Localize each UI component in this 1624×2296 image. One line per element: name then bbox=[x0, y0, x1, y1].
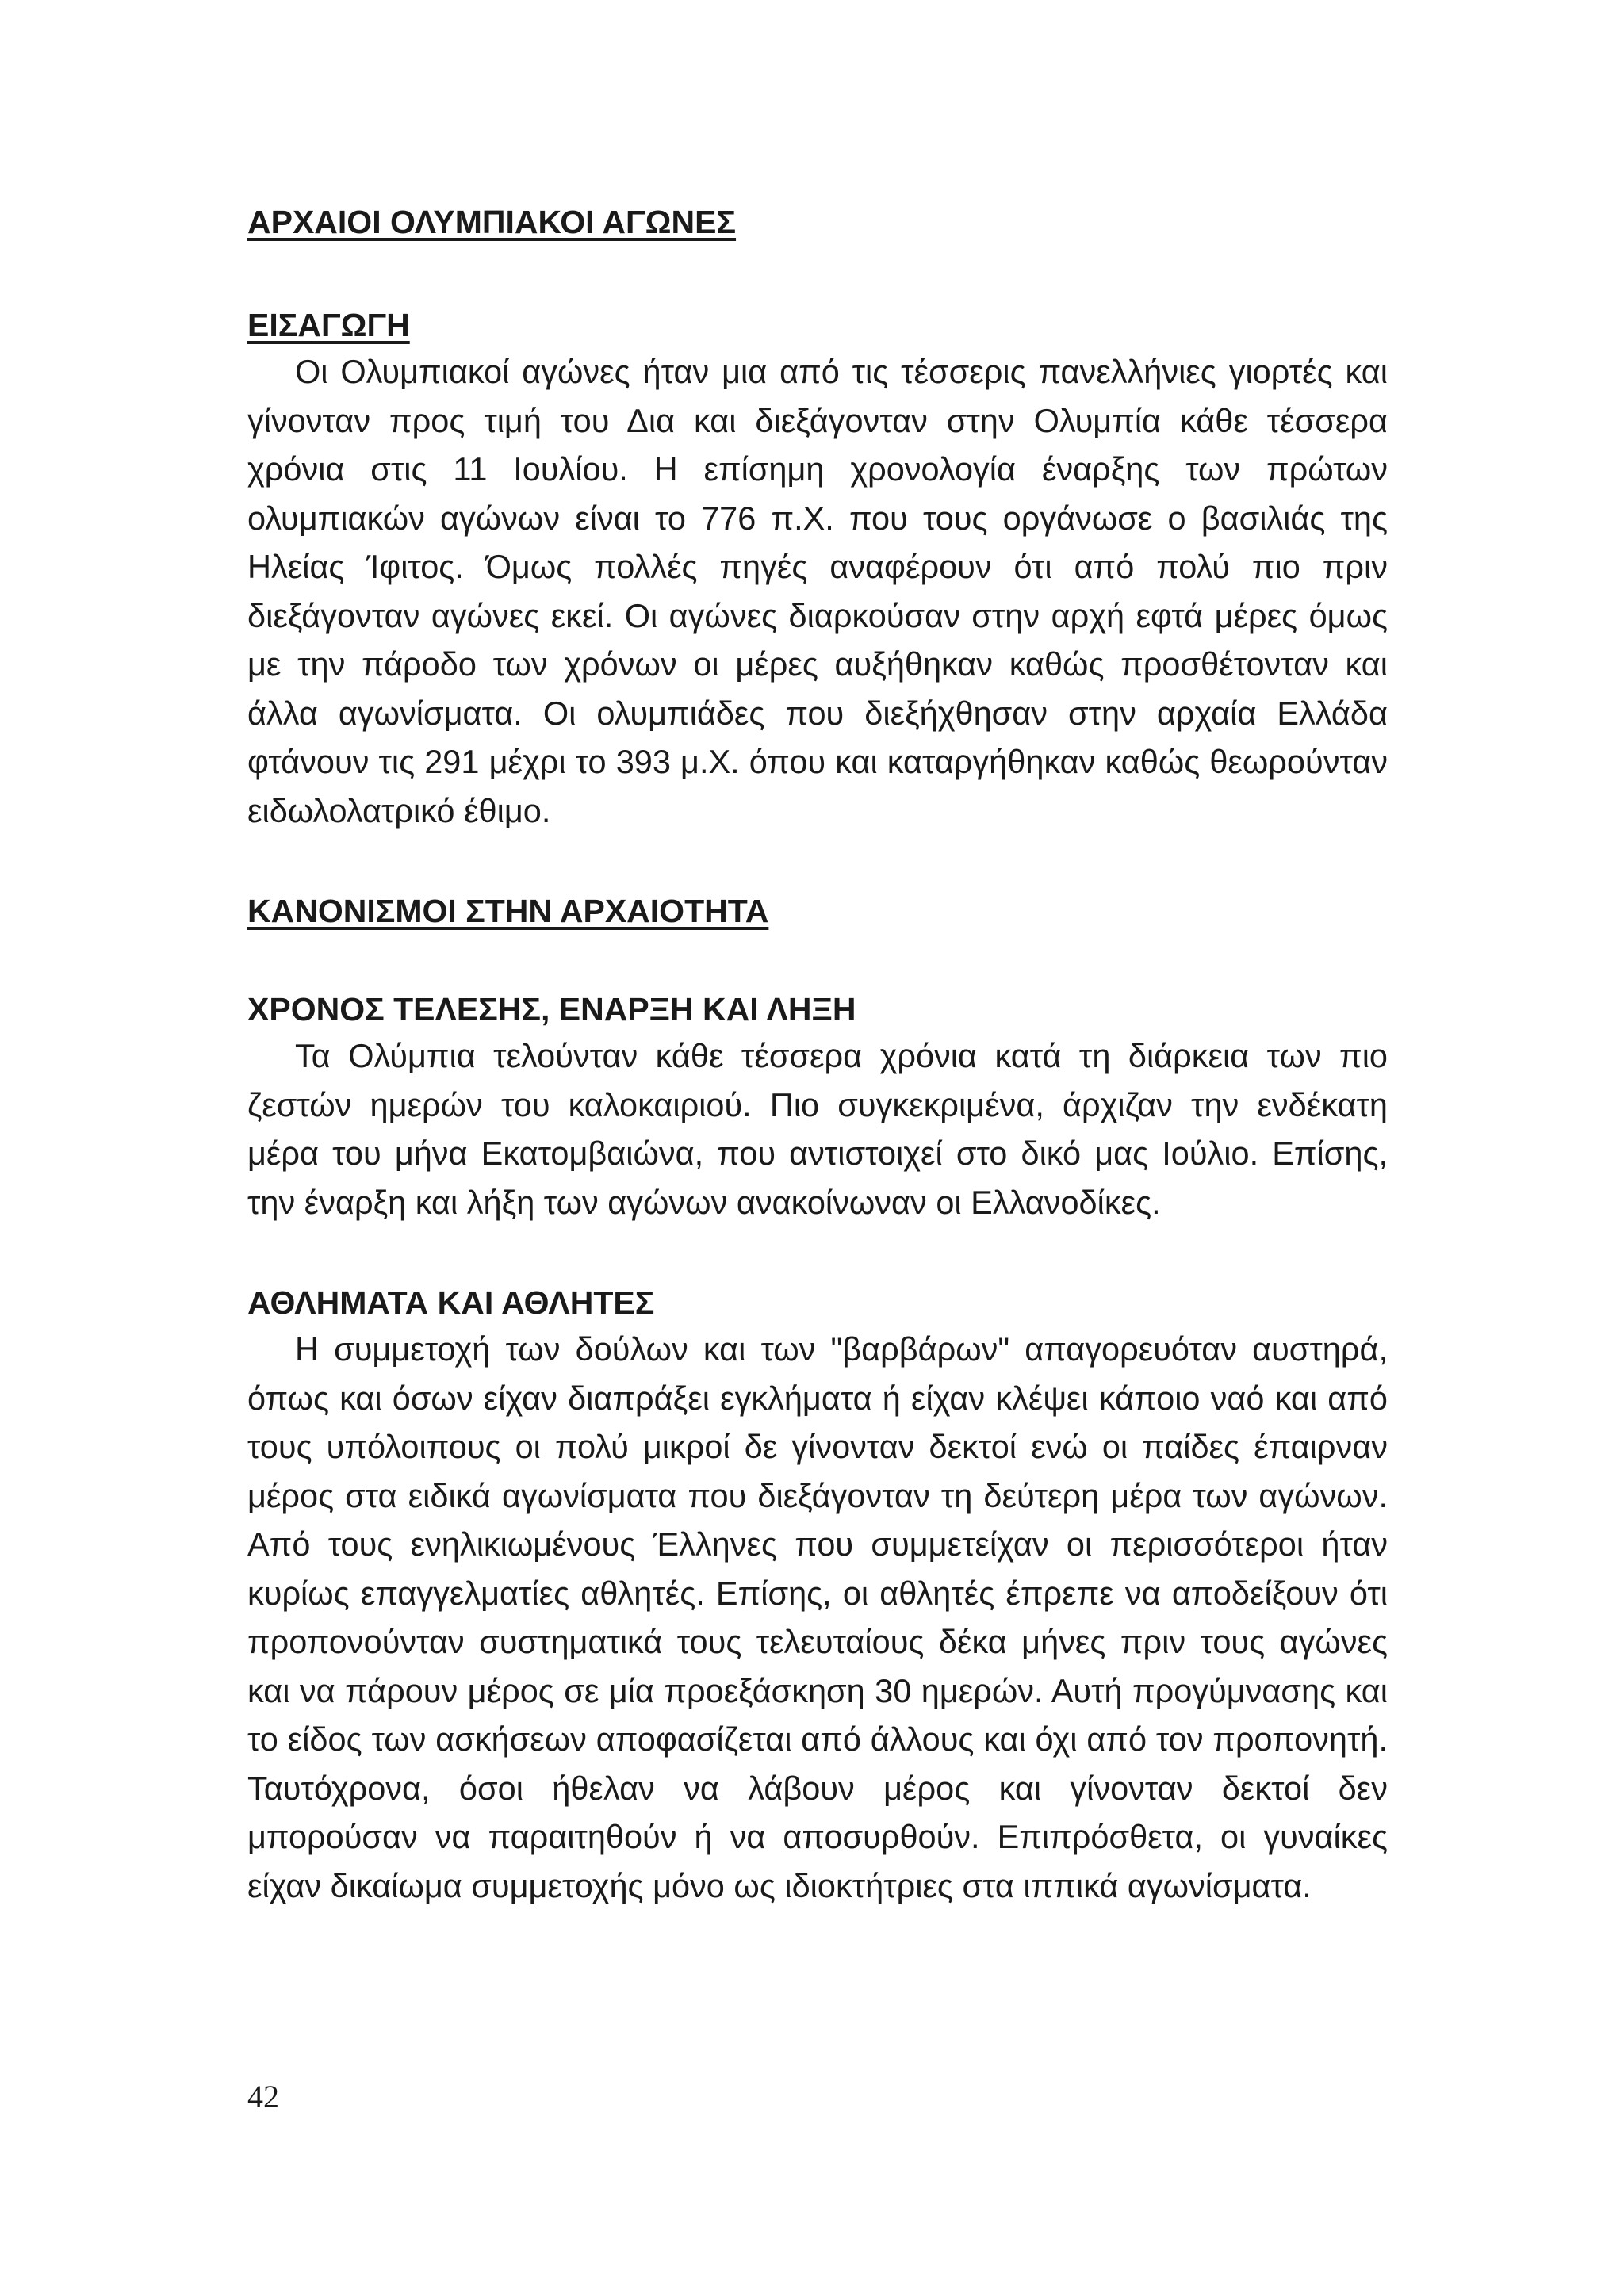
intro-paragraph: Οι Ολυμπιακοί αγώνες ήταν μια από τις τέσσερις πανελλήνιες γιορτές και γίνονταν προς τιμή του Δια και διεξάγονταν στην Ολυμπία κάθε τέσσερα χρόνια στις 11 Ιουλίου. Η επίσημη χρονολογία έναρξης των πρώτων ολυμπιακών αγώνων είναι το 776 π.Χ. που τους οργάνωσε ο βασιλιάς της Ηλείας Ίφιτος. Όμως πολλές πηγές αναφέρουν ότι από πολύ πιο πριν διεξάγονταν αγώνες εκεί. Οι αγώνες διαρκούσαν στην αρχή εφτά μέρες όμως με την πάροδο των χρόνων οι μέρες αυξήθηκαν καθώς προσθέτονταν και άλλα αγωνίσματα. Οι ολυμπιάδες που διεξήχθησαν στην αρχαία Ελλάδα φτάνουν τις 291 μέχρι το 393 μ.Χ. όπου και καταργήθηκαν καθώς θεωρούνταν ειδωλολατρικό έθιμο. bbox=[247, 353, 1388, 829]
regulations-heading: ΚΑΝΟΝΙΣΜΟΙ ΣΤΗΝ ΑΡΧΑΙΟΤΗΤΑ bbox=[247, 893, 769, 929]
regulations-section bbox=[247, 889, 1388, 933]
page-content bbox=[247, 200, 1388, 1964]
title-block bbox=[247, 200, 1388, 244]
intro-heading: ΕΙΣΑΓΩΓΗ bbox=[247, 307, 410, 343]
page-number: 42 bbox=[247, 2079, 279, 2114]
athletes-paragraph: Η συμμετοχή των δούλων και των "βαρβάρων" απαγορευόταν αυστηρά, όπως και όσων είχαν διαπράξει εγκλήματα ή είχαν κλέψει κάποιο ναό και από τους υπόλοιπους οι πολύ μικροί δε γίνονταν δεκτοί ενώ οι παίδες έπαιρναν μέρος στα ειδικά αγωνίσματα που διεξάγονταν τη δεύτερη μέρα των αγώνων. Από τους ενηλικιωμένους Έλληνες που συμμετείχαν οι περισσότεροι ήταν κυρίως επαγγελματίες αθλητές. Επίσης, οι αθλητές έπρεπε να αποδείξουν ότι προπονούνταν συστηματικά τους τελευταίους δέκα μήνες πριν τους αγώνες και να πάρουν μέρος σε μία προεξάσκηση 30 ημερών. Αυτή προγύμνασης και το είδος των ασκήσεων αποφασίζεται από άλλους και όχι από τον προπονητή. Ταυτόχρονα, όσοι ήθελαν να λάβουν μέρος και γίνονταν δεκτοί δεν μπορούσαν να παραιτηθούν ή να αποσυρθούν. Επιπρόσθετα, οι γυναίκες είχαν δικαίωμα συμμετοχής μόνο ως ιδιοκτήτριες στα ιππικά αγωνίσματα. bbox=[247, 1330, 1388, 1904]
timing-section bbox=[247, 987, 1388, 1226]
athletes-heading: ΑΘΛΗΜΑΤΑ ΚΑΙ ΑΘΛΗΤΕΣ bbox=[247, 1284, 655, 1321]
document-title: ΑΡΧΑΙΟΙ ΟΛΥΜΠΙΑΚΟΙ ΑΓΩΝΕΣ bbox=[247, 204, 737, 240]
timing-paragraph: Τα Ολύμπια τελούνταν κάθε τέσσερα χρόνια κατά τη διάρκεια των πιο ζεστών ημερών του καλοκαιριού. Πιο συγκεκριμένα, άρχιζαν την ενδέκατη μέρα του μήνα Εκατομβαιώνα, που αντιστοιχεί στο δικό μας Ιούλιο. Επίσης, την έναρξη και λήξη των αγώνων ανακοίνωναν οι Ελλανοδίκες. bbox=[247, 1037, 1388, 1221]
timing-heading: ΧΡΟΝΟΣ ΤΕΛΕΣΗΣ, ΕΝΑΡΞΗ ΚΑΙ ΛΗΞΗ bbox=[247, 991, 856, 1027]
athletes-section bbox=[247, 1280, 1388, 1910]
intro-section bbox=[247, 303, 1388, 835]
